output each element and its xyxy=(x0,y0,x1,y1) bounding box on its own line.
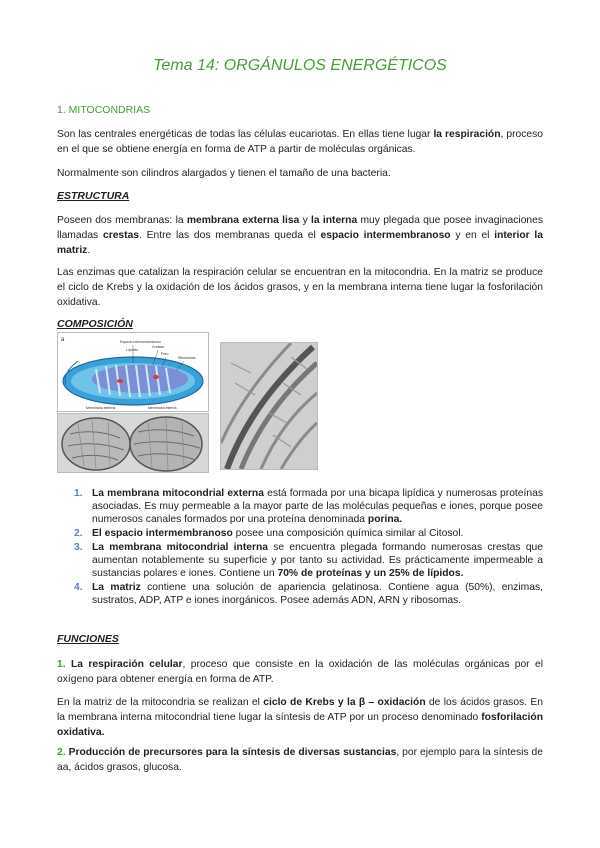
composicion-list xyxy=(74,487,543,607)
label-crestas: Crestas xyxy=(152,345,165,349)
intro-paragraph-1 xyxy=(57,127,543,157)
funciones-paragraph-1 xyxy=(57,657,543,687)
bold-text: fosforilación oxidativa. xyxy=(57,712,543,738)
funciones-paragraph-3 xyxy=(57,745,543,775)
label-ribosomas: Ribosomas xyxy=(178,356,196,360)
mitochondrion-diagram-figure xyxy=(57,332,209,412)
bold-text: El espacio intermembranoso xyxy=(92,528,233,539)
bold-text: espacio intermembranoso xyxy=(320,230,451,241)
list-number: 2. xyxy=(57,747,66,758)
text: , proceso en el que se obtiene energía en forma de ATP a partir de moléculas orgánicas. xyxy=(57,129,543,155)
text: , por ejemplo para la síntesis de aa, ácidos grasos, glucosa. xyxy=(57,747,543,773)
text: y xyxy=(299,215,311,226)
mitochondrion-diagram-svg xyxy=(58,333,208,411)
intro-paragraph-2: Normalmente son cilindros alargados y tienen el tamaño de una bacteria. xyxy=(57,168,391,179)
label-membrana-externa: Membrana externa xyxy=(86,406,116,410)
micrograph-longitudinal-figure xyxy=(220,342,318,470)
label-membrana-interna: Membrana interna xyxy=(148,406,177,410)
label-lipocito: Lipocito xyxy=(126,348,139,352)
bold-text: ciclo de Krebs y la β – oxidación xyxy=(263,697,426,708)
label-espacio: Espacio intermembranoso xyxy=(120,340,161,344)
estructura-paragraph-1 xyxy=(57,213,543,258)
micrograph-cross-section-svg xyxy=(58,414,208,472)
bold-text: La respiración celular xyxy=(70,659,183,670)
micrograph-cross-section-figure xyxy=(57,413,209,473)
bold-text: 70% de proteínas y un 25% de lípidos. xyxy=(277,568,464,579)
bold-text: La matriz xyxy=(92,582,141,593)
text: . xyxy=(87,245,91,256)
list-number: 1. xyxy=(74,488,83,499)
heading-composicion: COMPOSICIÓN xyxy=(57,318,133,330)
list-item xyxy=(74,541,543,580)
text: se encuentra plegada formando numerosas crestas que aumentan notablemente su superficie y por tanto su actividad. Es prácticamente impermeable a sustancias polares e iones. Contiene un xyxy=(92,542,543,579)
text: y en el xyxy=(450,230,495,241)
bold-text: crestas xyxy=(102,230,140,241)
text: está formada por una bicapa lipídica y numerosas proteínas asociadas. Es muy permeable a la mayor parte de las moléculas pequeñas e iones, porque posee numerosos canales formados por una proteína denominada xyxy=(92,488,543,525)
figure-tag: a xyxy=(61,337,65,343)
estructura-paragraph-2: Las enzimas que catalizan la respiración celular se encuentran en la mitocondria. En la matriz se produce el ciclo de Krebs y la oxidación de los ácidos grasos, y en la membrana interna tiene lugar la fosforilación oxidativa. xyxy=(57,267,543,308)
text: . Entre las dos membranas queda el xyxy=(139,230,321,241)
micrograph-longitudinal-svg xyxy=(221,343,317,469)
text: , proceso que consiste en la oxidación de las moléculas orgánicas por el oxígeno para obtener energía en forma de ATP. xyxy=(57,659,543,685)
text: En la matriz de la mitocondria se realizan el xyxy=(57,697,264,708)
text: muy plegada que posee invaginaciones llamadas xyxy=(57,215,544,241)
heading-funciones: FUNCIONES xyxy=(57,633,119,645)
list-number: 2. xyxy=(74,528,83,539)
text: de los ácidos grasos. En la membrana interna mitocondrial tiene lugar la síntesis de ATP por un proceso denominado xyxy=(57,697,543,723)
list-number: 3. xyxy=(74,542,83,553)
bold-text: interior la matriz xyxy=(57,230,544,256)
granule-shape xyxy=(117,379,123,383)
section-heading-mitocondrias: 1. MITOCONDRIAS xyxy=(57,104,151,116)
label-poro: Poro xyxy=(161,352,169,356)
bold-text: porina. xyxy=(367,514,403,525)
bold-text: la interna xyxy=(311,215,358,226)
text: posee una composición química similar al Citosol. xyxy=(232,528,464,539)
text: contiene una solución de apariencia gelatinosa. Contiene agua (50%), enzimas, sustratos, ADP, ATP e iones inorgánicos. Posee además ADN, ARN y ribosomas. xyxy=(92,582,543,606)
text: Poseen dos membranas: la xyxy=(57,215,187,226)
page-title: Tema 14: ORGÁNULOS ENERGÉTICOS xyxy=(153,57,447,74)
list-number: 4. xyxy=(74,582,83,593)
list-item xyxy=(74,527,543,540)
bold-text: La membrana mitocondrial interna xyxy=(92,542,269,553)
list-item xyxy=(74,581,543,607)
text: Son las centrales energéticas de todas las células eucariotas. En ellas tiene lugar xyxy=(57,129,434,140)
bold-text: Producción de precursores para la síntesis de diversas sustancias xyxy=(68,747,397,758)
bold-text: la respiración xyxy=(433,129,501,140)
list-item xyxy=(74,487,543,526)
granule-shape xyxy=(153,375,159,379)
funciones-paragraph-2 xyxy=(57,695,543,740)
list-number: 1. xyxy=(57,659,66,670)
heading-estructura: ESTRUCTURA xyxy=(57,190,130,202)
bold-text: membrana externa lisa xyxy=(186,215,300,226)
bold-text: La membrana mitocondrial externa xyxy=(92,488,264,499)
